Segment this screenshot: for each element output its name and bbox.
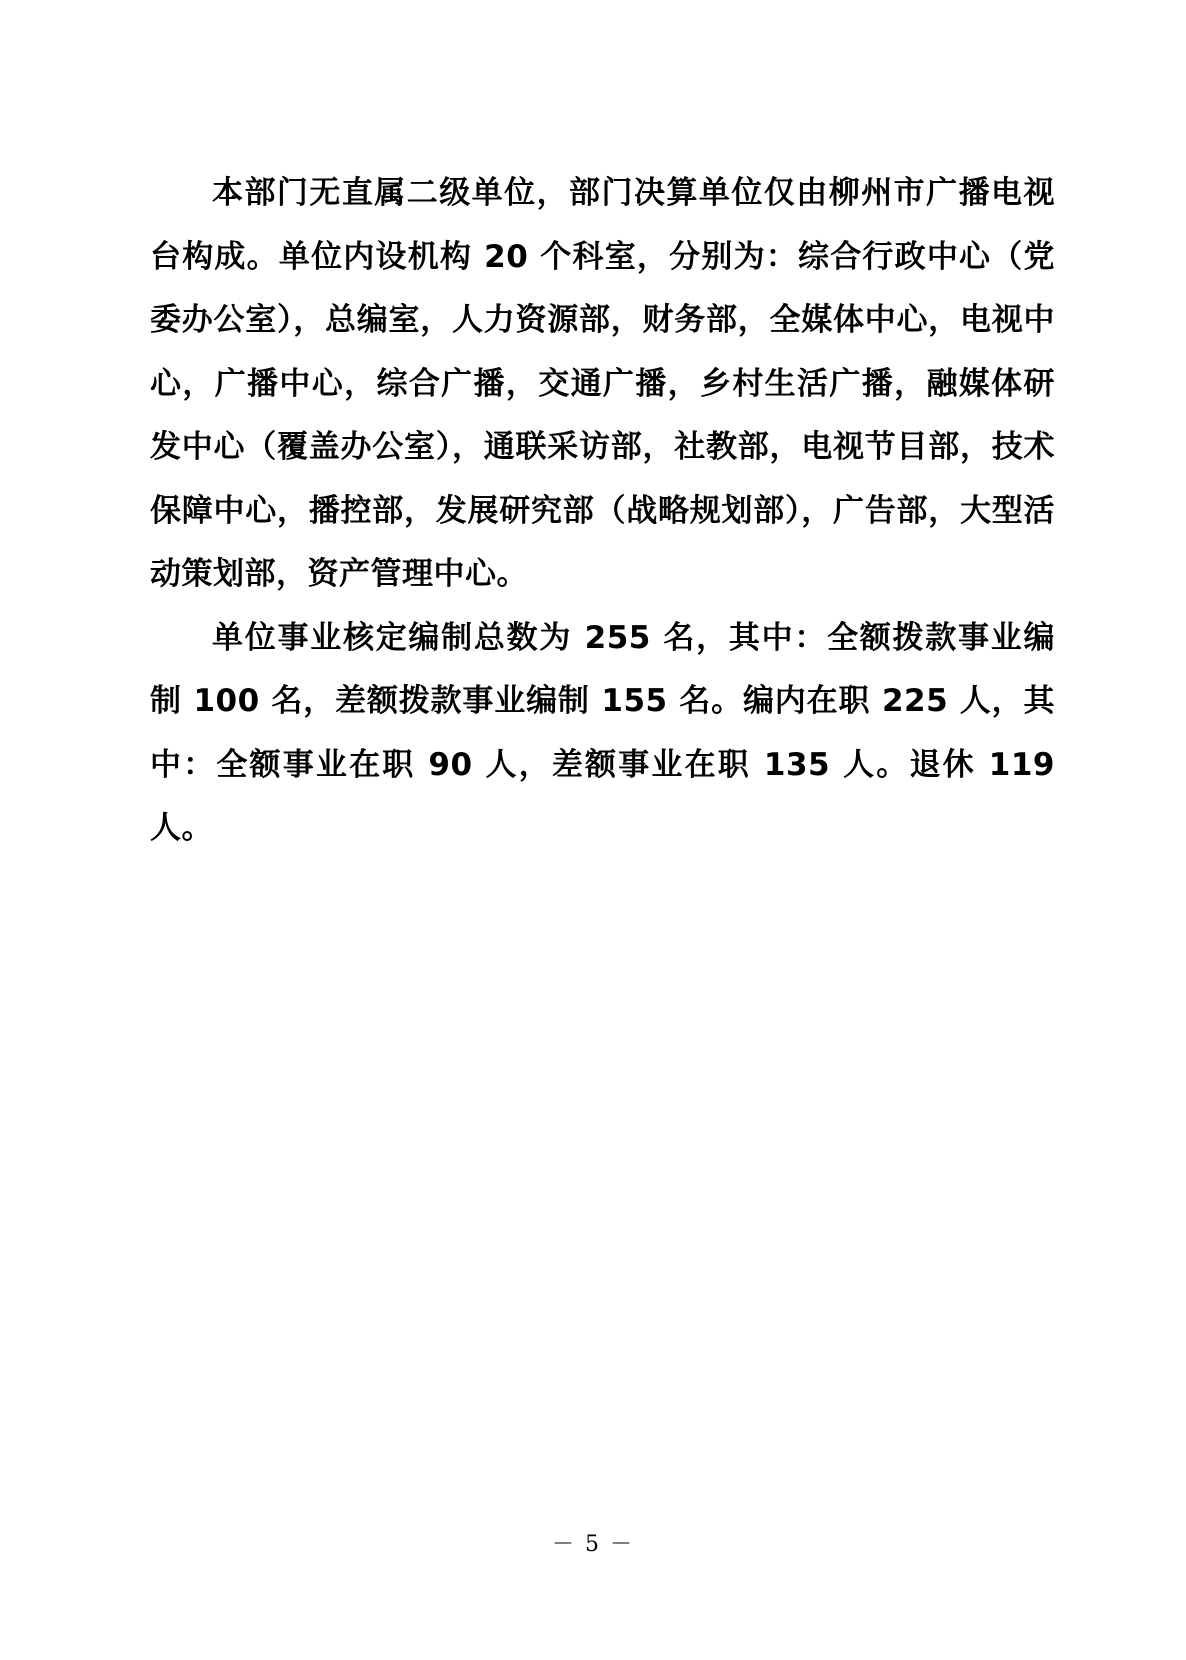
document-body bbox=[150, 162, 1055, 861]
paragraph-staffing: 单位事业核定编制总数为 255 名，其中：全额拨款事业编制 100 名，差额拨款事业编制 155 名。编内在职 225 人，其中：全额事业在职 90 人，差额事业在职 135 人。退休 119 人。 bbox=[150, 619, 1055, 846]
page-number: － 5 － bbox=[552, 1532, 634, 1557]
paragraph-internal-structure: 本部门无直属二级单位，部门决算单位仅由柳州市广播电视台构成。单位内设机构 20 个科室，分别为：综合行政中心（党委办公室），总编室，人力资源部，财务部，全媒体中心，电视中心，广播中心，综合广播，交通广播，乡村生活广播，融媒体研发中心（覆盖办公室），通联采访部，社教部，电视节目部，技术保障中心，播控部，发展研究部（战略规划部），广告部，大型活动策划部，资产管理中心。 bbox=[150, 175, 1055, 592]
